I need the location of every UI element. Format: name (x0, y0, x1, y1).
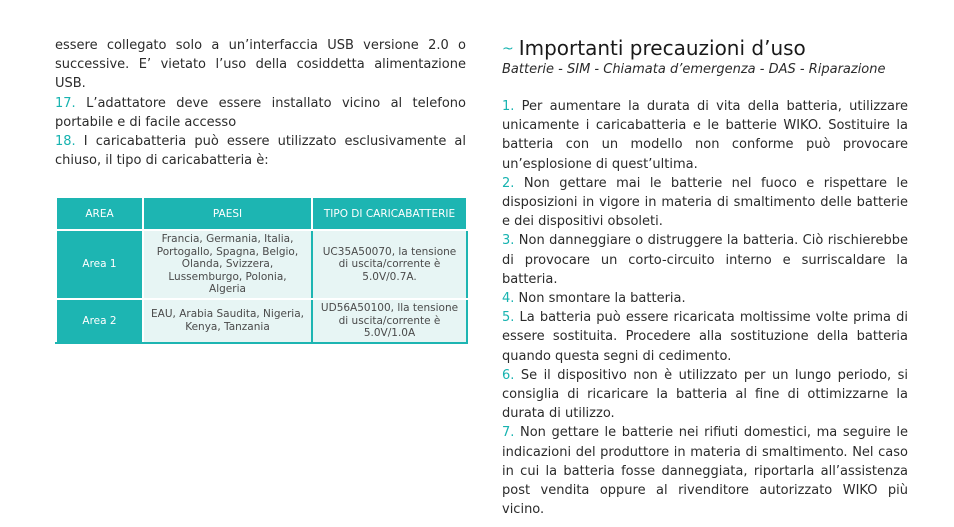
right-column (502, 36, 908, 519)
item-number: 7. (502, 425, 515, 441)
list-item-17 (55, 94, 466, 132)
item-text: Per aumentare la durata di vita della batteria, utilizzare unicamente i caricabatteria e le batterie WIKO. Sostituire la batteria con un modello non conforme può provocare un’esplosione di quest’ultima. (502, 99, 908, 172)
cell-area: Area 1 (56, 230, 143, 299)
title-mark: ~ (502, 41, 514, 57)
left-column (55, 36, 466, 344)
header-area: AREA (56, 197, 143, 230)
table-row (56, 299, 467, 343)
list-item (502, 231, 908, 289)
item-text: I caricabatteria può essere utilizzato esclusivamente al chiuso, il tipo di caricabatteria è: (55, 134, 466, 169)
item-number: 17. (55, 95, 76, 111)
item-number: 5. (502, 310, 515, 326)
item-text: La batteria può essere ricaricata moltissime volte prima di essere sostituita. Procedere alla sostituzione della batteria quando questa segni di cedimento. (502, 310, 908, 364)
item-number: 3. (502, 233, 515, 249)
item-number: 2. (502, 175, 515, 191)
charger-table (55, 196, 468, 344)
list-item (502, 289, 908, 308)
precautions-list (502, 97, 908, 519)
item-text: Non gettare le batterie nei rifiuti domestici, ma seguire le indicazioni del produttore in materia di smaltimento. Nel caso in cui la batteria fosse danneggiata, riportarla all’assistenza post vendita oppure al rivenditore autorizzato WIKO più vicino. (502, 425, 908, 518)
item-number: 4. (502, 291, 515, 307)
item-number: 18. (55, 134, 76, 150)
list-item (502, 308, 908, 366)
list-item (502, 174, 908, 232)
cell-area: Area 2 (56, 299, 143, 343)
list-item (502, 423, 908, 519)
header-charger-type: TIPO DI CARICABATTERIE (312, 197, 467, 230)
item-text: Se il dispositivo non è utilizzato per un lungo periodo, si consiglia di ricaricare la batteria al fine di ottimizzarne la durata di utilizzo. (502, 367, 908, 422)
section-subtitle: Batterie - SIM - Chiamata d’emergenza - DAS - Riparazione (502, 62, 886, 77)
cell-charger: UC35A50070, la tensione di uscita/corrente è 5.0V/0.7A. (312, 230, 467, 299)
section-title-text: Importanti precauzioni d’uso (518, 36, 806, 60)
item-number: 6. (502, 367, 515, 383)
list-item-18 (55, 132, 466, 170)
item-text: Non danneggiare o distruggere la batteria. Ciò rischierebbe di provocare un corto-circuito interno e surriscaldare la batteria. (502, 233, 908, 287)
table-header-row (56, 197, 467, 230)
cell-countries: EAU, Arabia Saudita, Nigeria, Kenya, Tanzania (143, 299, 312, 343)
header-countries: PAESI (143, 197, 312, 230)
list-item (502, 366, 908, 424)
list-item (502, 97, 908, 174)
section-title (502, 36, 908, 61)
cell-charger: UD56A50100, lla tensione di uscita/corrente è 5.0V/1.0A (312, 299, 467, 343)
item-text: L’adattatore deve essere installato vicino al telefono portabile e di facile accesso (55, 95, 466, 130)
intro-paragraph: essere collegato solo a un’interfaccia USB versione 2.0 o successive. E’ vietato l’uso della cosiddetta alimentazione USB. (55, 38, 466, 92)
table-row (56, 230, 467, 299)
item-text: Non gettare mai le batterie nel fuoco e rispettare le disposizioni in vigore in materia di smaltimento delle batterie e dei dispositivi obsoleti. (502, 175, 908, 230)
item-number: 1. (502, 99, 515, 114)
item-text: Non smontare la batteria. (514, 291, 686, 307)
cell-countries: Francia, Germania, Italia, Portogallo, Spagna, Belgio, Olanda, Svizzera, Lussemburgo, Polonia, Algeria (143, 230, 312, 299)
